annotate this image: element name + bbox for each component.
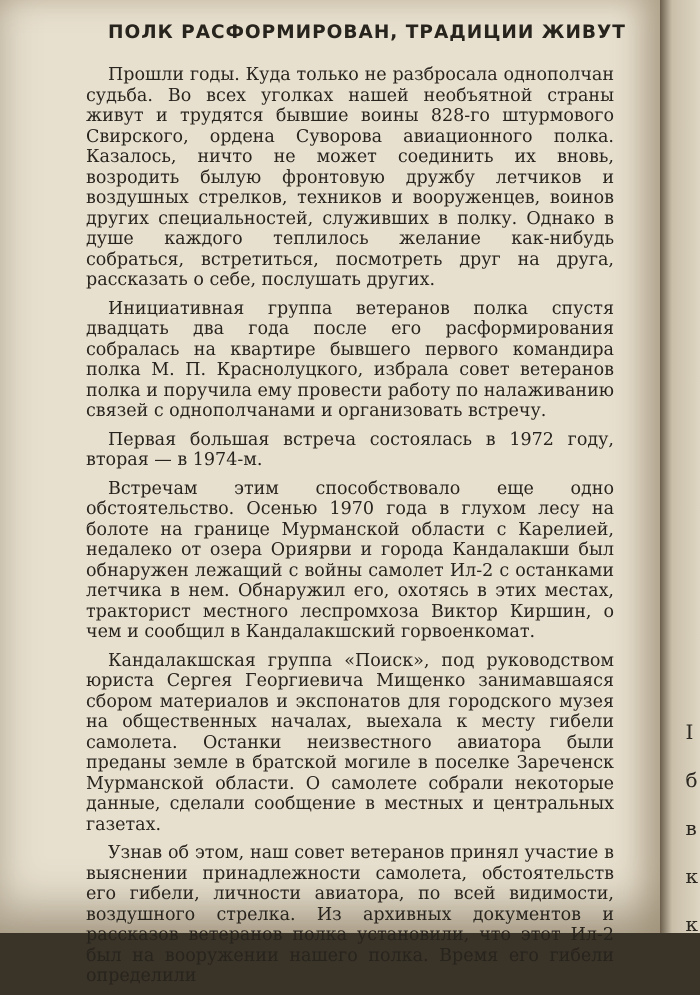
adjacent-page-letters (686, 720, 699, 936)
page-content (86, 14, 626, 995)
paragraph: Кандалакшская группа «Поиск», под руководством юриста Сергея Георгиевича Мищенко занимавшаяся сбором материалов и экспонатов для городского музея на общественных началах, выехала к месту гибели самолета. Останки неизвестного авиатора были преданы земле в братской могиле в поселке Зареченск Мурманской области. О самолете собрали некоторые данные, сделали сообщение в местных и центральных газетах. (86, 650, 614, 835)
adjacent-page-edge (660, 0, 700, 936)
edge-letter: к (685, 912, 698, 936)
paragraph: Инициативная группа ветеранов полка спустя двадцать два года после его расформирования собралась на квартире бывшего первого командира полка М. П. Краснолуцкого, избрала совет ветеранов полка и поручила ему провести работу по налаживанию связей с однополчанами и организовать встречу. (86, 298, 614, 421)
paragraph: Первая большая встреча состоялась в 1972 году, вторая — в 1974-м. (86, 429, 614, 470)
edge-letter: І (685, 720, 694, 744)
edge-letter: б (685, 768, 698, 792)
edge-letter: к (685, 864, 698, 888)
paragraph: Узнав об этом, наш совет ветеранов принял участие в выяснении принадлежности самолета, обстоятельств его гибели, личности авиатора, по всей видимости, воздушного стрелка. Из архивных документов и рассказов ветеранов полка установили, что этот Ил-2 был на вооружении нашего полка. Время его гибели определили (86, 843, 614, 986)
paragraph: Прошли годы. Куда только не разбросала однополчан судьба. Во всех уголках нашей необъятной страны живут и трудятся бывшие воины 828-го штурмового Свирского, ордена Суворова авиационного полка. Казалось, ничто не может соединить их вновь, возродить былую фронтовую дружбу летчиков и воздушных стрелков, техников и вооруженцев, воинов других специальностей, служивших в полку. Однако в душе каждого теплилось желание как-нибудь собраться, встретиться, посмотреть друг на друга, рассказать о себе, послушать других. (86, 65, 614, 290)
paragraph: Встречам этим способствовало еще одно обстоятельство. Осенью 1970 года в глухом лесу на болоте на границе Мурманской области с Карелией, недалеко от озера Ориярви и города Кандалакши был обнаружен лежащий с войны самолет Ил-2 с останками летчика в нем. Обнаружил его, охотясь в этих местах, тракторист местного леспромхоза Виктор Киршин, о чем и сообщил в Кандалакшский горвоенкомат. (86, 478, 614, 642)
chapter-heading: ПОЛК РАСФОРМИРОВАН, ТРАДИЦИИ ЖИВУТ (108, 22, 626, 43)
edge-letter: в (685, 816, 697, 840)
